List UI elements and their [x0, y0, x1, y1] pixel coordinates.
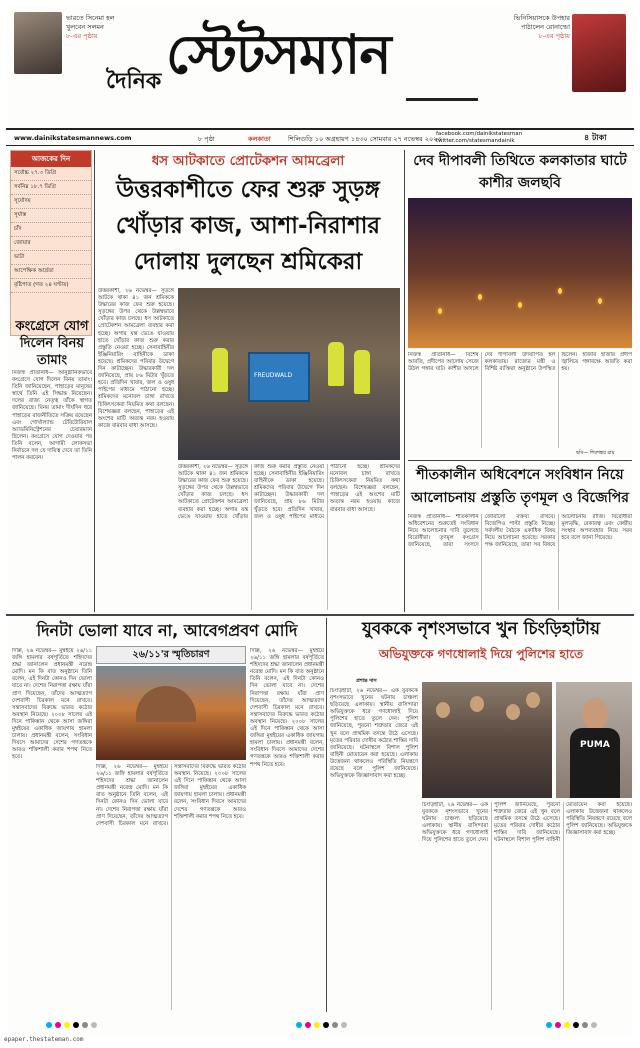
modi-body-col1: দিল্লি, ২৬ নভেম্বর— মুম্বইয়ে ২৬/১১ জঙ্গি হামলার বর্ষপূর্তিতে শহিদদের শ্রদ্ধা জানালেন প্রধানমন্ত্রী নরেন্দ্র মোদি। মন কি বাত অনুষ্ঠানে তিনি বলেন, এই দিনটা কোনও দিন ভোলা যাবে না। দেশের নিরাপত্তা রক্ষায় যাঁরা প্রাণ দিয়েছেন, তাঁদের আত্মত্যাগ দেশবাসী চিরকাল মনে রাখবে। সন্ত্রাসবাদের বিরুদ্ধে ভারত কঠোর অবস্থান নিয়েছে। ২০০৮ সালের এই দিনে পাকিস্তান থেকে আসা জঙ্গিরা মুম্বইয়ের একাধিক জায়গায় হামলা চালায়। প্রধানমন্ত্রী বলেন, সংবিধান দিবসে আমাদের দেশের গণতন্ত্রকে আরও শক্তিশালী করার শপথ নিতে হবে।: [12, 648, 92, 761]
salman-khan-photo: [14, 12, 62, 74]
weather-row: জোয়ার: [11, 237, 91, 251]
teaser-right-text: ভিনিসিয়াসকে উপহার পাঠালেন রোনাল্ডো: [513, 14, 570, 31]
modi-body-cont: দিল্লি, ২৬ নভেম্বর— মুম্বইয়ে ২৬/১১ জঙ্গি হামলার বর্ষপূর্তিতে শহিদদের শ্রদ্ধা জানালেন প্রধানমন্ত্রী নরেন্দ্র মোদি। মন কি বাত অনুষ্ঠানে তিনি বলেন, এই দিনটা কোনও দিন ভোলা যাবে না। দেশের নিরাপত্তা রক্ষায় যাঁরা প্রাণ দিয়েছেন, তাঁদের আত্মত্যাগ দেশবাসী চিরকাল মনে রাখবে। সন্ত্রাসবাদের বিরুদ্ধে ভারত কঠোর অবস্থান নিয়েছে। ২০০৮ সালের এই দিনে পাকিস্তান থেকে আসা জঙ্গিরা মুম্বইয়ের একাধিক জায়গায় হামলা চালায়। প্রধানমন্ত্রী বলেন, সংবিধান দিবসে আমাদের দেশের গণতন্ত্রকে আরও শক্তিশালী করার শপথ নিতে হবে।: [96, 764, 246, 827]
edition-date: শিলিগুড়ি ১০ অগ্রহায়ণ ১৪৩০ সোমবার ২৭ নভেম্বর ২০২৩: [288, 135, 442, 143]
teaser-right-page: ৮-এর পৃষ্ঠায়: [538, 32, 570, 40]
color-registration-marks: [296, 1022, 347, 1028]
anniversary-label: ২৬/১১'র স্মৃতিচারণ: [96, 646, 246, 664]
weather-row: সূর্যোদয়: [11, 195, 91, 209]
murder-body-col1: চিংড়িহাটা, ২৬ নভেম্বর— এক যুবককে নৃশংসভাবে খুনের ঘটনায় চাঞ্চল্য ছড়িয়েছে এলাকায়। স্থানীয় বাসিন্দারা অভিযুক্তকে ধরে গণধোলাই দিয়ে পুলিশের হাতে তুলে দেন। পুলিশ জানিয়েছে, পুরনো শত্রুতার জেরে এই খুন বলে প্রাথমিক তদন্তে উঠে এসেছে। মৃতের পরিবার দোষীর কঠোর শাস্তির দাবি জানিয়েছে। ঘটনাস্থলে বিশাল পুলিশ বাহিনী মোতায়েন করা হয়েছে। এলাকায় উত্তেজনা থাকলেও পরিস্থিতি নিয়ন্ত্রণে রয়েছে বলে পুলিশ জানিয়েছে। অভিযুক্তকে জিজ্ঞাসাবাদ করা হচ্ছে।: [330, 688, 418, 780]
teaser-right[interactable]: [506, 14, 570, 41]
tunnel-rescue-photo: [178, 288, 400, 460]
weather-row: চাঁদ: [11, 223, 91, 237]
weather-row: সর্বোচ্চ ২৭.৩ ডিগ্রি: [11, 167, 91, 181]
epaper-url[interactable]: epaper.thestateman.com: [4, 1036, 84, 1043]
weather-row: সূর্যাস্ত: [11, 209, 91, 223]
parliament-headline[interactable]: শীতকালীন অধিবেশনে সংবিধান নিয়ে আলোচনায় প্রস্তুতি তৃণমূল ও বিজেপির: [411, 467, 629, 506]
murder-subheadline: অভিযুক্তকে গণধোলাই দিয়ে পুলিশের হাতে: [378, 647, 584, 661]
section-rule: [408, 460, 632, 461]
price: ৪ টাকা: [584, 133, 607, 142]
lead-headline[interactable]: উত্তরকাশীতে ফের শুরু সুড়ঙ্গ খোঁড়ার কাজ, আশা-নিরাশার দোলায় দুলছেন শ্রমিকেরা: [115, 177, 381, 275]
page-count: ৮ পৃষ্ঠা: [198, 135, 215, 143]
color-registration-marks: [46, 1022, 97, 1028]
color-registration-marks: [546, 1022, 597, 1028]
teaser-left-page: ৮-এর পৃষ্ঠায়: [66, 32, 98, 40]
teaser-left-text: ভারতে সিনেমা হল খুলবেন সলমন: [66, 14, 115, 31]
newspaper-page: [6, 6, 634, 1036]
weather-row: আপেক্ষিক আর্দ্রতা: [11, 265, 91, 279]
murder-headline[interactable]: যুবককে নৃশংসভাবে খুন চিংড়িহাটায়: [361, 619, 600, 639]
murder-body-cont: চিংড়িহাটা, ২৬ নভেম্বর— এক যুবককে নৃশংসভাবে খুনের ঘটনায় চাঞ্চল্য ছড়িয়েছে এলাকায়। স্থানীয় বাসিন্দারা অভিযুক্তকে ধরে গণধোলাই দিয়ে পুলিশের হাতে তুলে দেন। পুলিশ জানিয়েছে, পুরনো শত্রুতার জেরে এই খুন বলে প্রাথমিক তদন্তে উঠে এসেছে। মৃতের পরিবার দোষীর কঠোর শাস্তির দাবি জানিয়েছে। ঘটনাস্থলে বিশাল পুলিশ বাহিনী মোতায়েন করা হয়েছে। এলাকায় উত্তেজনা থাকলেও পরিস্থিতি নিয়ন্ত্রণে রয়েছে বলে পুলিশ জানিয়েছে। অভিযুক্তকে জিজ্ঞাসাবাদ করা হচ্ছে।: [422, 802, 632, 844]
side-body: নিজস্ব প্রতিনিধি— আনুষ্ঠানিকভাবে কংগ্রেসে যোগ দিলেন বিনয় তামাং। তিনি জানিয়েছেন, পাহাড়ের মানুষের স্বার্থে তিনি এই সিদ্ধান্ত নিয়েছেন। দলের রাজ্য নেতৃত্ব তাঁকে স্বাগত জানিয়েছে। বিনয় তামাং দীর্ঘদিন ধরে পাহাড়ের রাজনীতিতে সক্রিয় রয়েছেন এবং গোর্খাল্যান্ড টেরিটোরিয়াল অ্যাডমিনিস্ট্রেশনের চেয়ারম্যান ছিলেন। কংগ্রেসে যোগ দেওয়ার পর তিনি বলেন, আগামী লোকসভা নির্বাচনে দল যে দায়িত্ব দেবে তা তিনি পালন করবেন।: [12, 370, 92, 462]
column-rule: [326, 618, 327, 1012]
teaser-left[interactable]: [66, 14, 128, 41]
lead-body-cont: উত্তরকাশী, ২৬ নভেম্বর— সুড়ঙ্গে আটকে থাকা ৪১ জন শ্রমিককে উদ্ধারের কাজ ফের শুরু হয়েছে। সুড়ঙ্গের উপর থেকে উল্লম্বভাবে খোঁড়ার কাজ চলছে। ধস আটকাতে প্রোটেকশন আমব্রেলা ব্যবহার করা হচ্ছে। অগার যন্ত্র ভেঙে যাওয়ায় হাতে খোঁড়ার কাজ শুরু করার প্রস্তুতি নেওয়া হচ্ছে। সেনাবাহিনীর ইঞ্জিনিয়ারিং বাহিনীকে ডাকা হয়েছে। শ্রমিকদের পরিবার উদ্বেগে দিন কাটাচ্ছেন। উদ্ধারকারী দল জানিয়েছে, প্রায় ৮৬ মিটার খুঁড়তে হবে। প্রতিদিন খাবার, জল ও ওষুধ পাইপের মাধ্যমে পাঠানো হচ্ছে। শ্রমিকদের মনোবল চাঙ্গা রাখতে চিকিৎসকেরা নিয়মিত কথা বলছেন। বিশেষজ্ঞরা বলছেন, পাহাড়ের এই অংশের মাটি অত্যন্ত নরম হওয়ায় কাজে বারবার বাধা আসছে।: [178, 464, 400, 520]
weather-row: সর্বনিম্ন ১৮.৭ ডিগ্রি: [11, 181, 91, 195]
diwali-photo: [408, 198, 632, 348]
lead-body-col1: উত্তরকাশী, ২৬ নভেম্বর— সুড়ঙ্গে আটকে থাকা ৪১ জন শ্রমিককে উদ্ধারের কাজ ফের শুরু হয়েছে। সুড়ঙ্গের উপর থেকে উল্লম্বভাবে খোঁড়ার কাজ চলছে। ধস আটকাতে প্রোটেকশন আমব্রেলা ব্যবহার করা হচ্ছে। অগার যন্ত্র ভেঙে যাওয়ায় হাতে খোঁড়ার কাজ শুরু করার প্রস্তুতি নেওয়া হচ্ছে। সেনাবাহিনীর ইঞ্জিনিয়ারিং বাহিনীকে ডাকা হয়েছে। শ্রমিকদের পরিবার উদ্বেগে দিন কাটাচ্ছেন। উদ্ধারকারী দল জানিয়েছে, প্রায় ৮৬ মিটার খুঁড়তে হবে। প্রতিদিন খাবার, জল ও ওষুধ পাইপের মাধ্যমে পাঠানো হচ্ছে। শ্রমিকদের মনোবল চাঙ্গা রাখতে চিকিৎসকেরা নিয়মিত কথা বলছেন। বিশেষজ্ঞরা বলছেন, পাহাড়ের এই অংশের মাটি অত্যন্ত নরম হওয়ায় কাজে বারবার বাধা আসছে।: [98, 288, 174, 429]
print-footer: [6, 1016, 634, 1036]
weather-row: ভাটা: [11, 251, 91, 265]
column-rule: [404, 150, 405, 612]
modi-body-col4: দিল্লি, ২৬ নভেম্বর— মুম্বইয়ে ২৬/১১ জঙ্গি হামলার বর্ষপূর্তিতে শহিদদের শ্রদ্ধা জানালেন প্রধানমন্ত্রী নরেন্দ্র মোদি। মন কি বাত অনুষ্ঠানে তিনি বলেন, এই দিনটা কোনও দিন ভোলা যাবে না। দেশের নিরাপত্তা রক্ষায় যাঁরা প্রাণ দিয়েছেন, তাঁদের আত্মত্যাগ দেশবাসী চিরকাল মনে রাখবে। সন্ত্রাসবাদের বিরুদ্ধে ভারত কঠোর অবস্থান নিয়েছে। ২০০৮ সালের এই দিনে পাকিস্তান থেকে আসা জঙ্গিরা মুম্বইয়ের একাধিক জায়গায় হামলা চালায়। প্রধানমন্ত্রী বলেন, সংবিধান দিবসে আমাদের দেশের গণতন্ত্রকে আরও শক্তিশালী করার শপথ নিতে হবে।: [250, 648, 324, 768]
edition-city: কলকাতা: [248, 135, 271, 143]
victim-photo: [556, 682, 632, 798]
brand-prefix: দৈনিক: [106, 69, 162, 94]
brand-underline: [406, 98, 478, 101]
column-rule: [94, 150, 95, 612]
diwali-caption: নিজস্ব প্রতিনিধি— বিশেষ আরতি, প্রদীপের আলোয় সেজে উঠল গঙ্গার ঘাট। কাশীর আদলে দেব দীপাবলী উদযাপিত হল কলকাতায়। রাজ্যের মন্ত্রী ও বিশিষ্ট ব্যক্তিরা অনুষ্ঠানে উপস্থিত ছিলেন। হাজার হাজার প্রদীপ জ্বালিয়ে গঙ্গাবক্ষে আরতি করা হয়।: [408, 352, 632, 373]
ronaldo-photo: [572, 14, 626, 92]
modi-headline[interactable]: দিনটা ভোলা যাবে না, আবেগপ্রবণ মোদি: [36, 621, 298, 640]
diwali-headline[interactable]: দেব দীপাবলী তিথিতে কলকাতার ঘাটে কাশীর জলছবি: [413, 153, 627, 191]
diwali-photo-credit: ছবি— শিবশঙ্কর রায়: [576, 450, 615, 456]
brand-logo: স্টেটসম্যান: [166, 23, 391, 86]
masthead: [6, 6, 634, 128]
side-headline[interactable]: কংগ্রেসে যোগ দিলেন বিনয় তামাং: [15, 319, 89, 368]
dateline-bar: [6, 128, 634, 146]
parliament-body: নিজস্ব প্রতিনিধি— শীতকালীন অধিবেশনের শুরুতেই সংবিধান নিয়ে আলোচনার দাবি তুলেছে বিরোধীরা। তৃণমূল কংগ্রেস জানিয়েছে, তারা সংসদে জোরালো বক্তব্য রাখবে। বিজেপিও পাল্টা প্রস্তুতি নিচ্ছে। সর্বদলীয় বৈঠকে একাধিক বিষয় নিয়ে আলোচনা হয়েছে। সরকার পক্ষ জানিয়েছে, তারা সব বিষয়ে আলোচনায় রাজি। বিরোধীরা মূল্যবৃদ্ধি, বেকারত্ব এবং কেন্দ্রীয় সংস্থার অপব্যবহার নিয়ে সরব হবে বলে জানা গিয়েছে।: [408, 514, 632, 549]
facebook-link[interactable]: facebook.com/dainikstatesman: [436, 131, 523, 137]
section-rule: [6, 614, 634, 616]
website-link[interactable]: www.dainikstatesmannews.com: [14, 134, 132, 142]
weather-box: [10, 150, 92, 336]
murder-byline: প্রশান্ত দাস: [356, 678, 377, 684]
twitter-link[interactable]: twitter.com/statesmandainik: [436, 138, 515, 144]
weather-title: আজকের দিন: [11, 151, 91, 167]
lead-kicker: ধস আটকাতে প্রোটেকশন আমব্রেলা: [151, 153, 345, 169]
crowd-photo: [422, 682, 552, 798]
weather-row: বৃষ্টিপাত (গত ২৪ ঘণ্টায়): [11, 279, 91, 293]
social-links: [436, 131, 522, 145]
taj-hotel-photo: [96, 666, 246, 760]
